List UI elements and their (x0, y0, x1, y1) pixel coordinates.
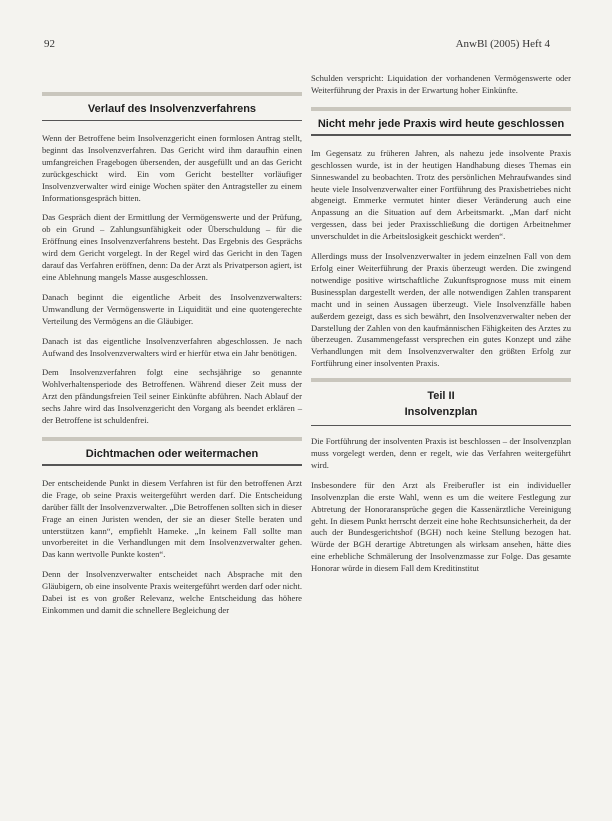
heading-rule (311, 425, 571, 427)
paragraph: Denn der Insolvenzverwalter entscheidet nach Absprache mit den Gläubigern, ob eine insolvente Praxis weitergeführt werden darf oder nicht. Dabei ist es von großer Relevanz, welche Entscheidung das höhere Einkommen und damit die schnellere Begleichung der (42, 569, 302, 615)
paragraph: Allerdings muss der Insolvenzverwalter in jedem einzelnen Fall von dem Erfolg einer Weiterführung der Praxis überzeugt werden. Die zwingend notwendige positive wirtschaftliche Zukunftsprognose muss mit einem Businessplan dargestellt werden, der alle notwendigen Zahlen transparent macht und in seinen Aussagen überzeugt. Viele Insolvenzfälle haben außerdem gezeigt, dass es sich bewährt, den Insolvenzverwalter neben der Darstellung der Zahlen von den kaufmännischen Fähigkeiten des Arztes zu überzeugen. Zusammengefasst versprechen ein gutes Konzept und zähe Verhandlungen mit dem Insolvenzverwalter den größten Erfolg zur Fortführung einer insolventen Praxis. (311, 251, 571, 369)
paragraph: Wenn der Betroffene beim Insolvenzgericht einen formlosen Antrag stellt, beginnt das Insolvenzverfahren. Das Gericht wird ihm daraufhin einen umfangreichen Fragebogen übersenden, der ausgefüllt und an das Gericht zurückgeschickt wird. Ein vom Gericht bestellter vorläufiger Insolvenzverwalter wird einige Wochen später den Antragsteller zu einem Informationsgespräch bitten. (42, 133, 302, 203)
paragraph: Insbesondere für den Arzt als Freiberufler ist ein individueller Insolvenzplan die erste Wahl, wenn es um die weitere Festlegung zur Abtretung der Honoraransprüche gegen die Kassenärztliche Vereinigung geht. In diesem Punkt herrscht derzeit eine hohe Rechtsunsicherheit, da der auch der Bundesgerichtshof (BGH) noch keine Stellung bezogen hat. Würde der BGH derartige Abtretungen als wirksam ansehen, hätte dies eine erhebliche Schmälerung der Insolvenzmasse zur Folge. Das gesamte Honorar würde in diesem Fall dem Kreditinstitut (311, 479, 571, 574)
paragraph: Im Gegensatz zu früheren Jahren, als nahezu jede insolvente Praxis geschlossen wurde, ist in der heutigen Handhabung dieses Themas ein Sinneswandel zu beobachten. Trotz des persönlichen Mehraufwandes sind heute viele Insolvenzverwalter einer Fortführung des Praxisbetriebes nicht abgeneigt. Emmerke vermutet hinter dieser Veränderung auch eine Anpassung an die Situation auf dem Arbeitsmarkt. „Man darf nicht vergessen, dass bei jeder Praxisschließung die dortigen Arbeitnehmer unverschuldet in die Arbeitslosigkeit geschickt werden“. (311, 147, 571, 242)
section-heading-text: Verlauf des Insolvenzverfahrens (87, 103, 257, 115)
paragraph: Dem Insolvenzverfahren folgt eine sechsjährige so genannte Wohlverhaltensperiode des Betroffenen. Während dieser Zeit muss der Arzt den pfändungsfreien Teil seiner Einkünfte abführen. Nach Ablauf der sechs Jahre wird das Insolvenzgericht den Vorgang als beendet erklären – der Betroffene ist schuldenfrei. (42, 367, 302, 426)
heading-rule (42, 120, 302, 122)
part-number: Teil II (427, 390, 455, 403)
heading-bar (311, 107, 571, 111)
paragraph: Schulden verspricht: Liquidation der vorhandenen Vermögenswerte oder Weiterführung der Praxis in der Erwartung hoher Einkünfte. (311, 73, 571, 95)
heading-rule (311, 134, 571, 136)
right-column (311, 73, 571, 583)
heading-bar (42, 437, 302, 441)
part-title: Insolvenzplan (404, 406, 478, 419)
journal-reference: AnwBl (2005) Heft 4 (455, 38, 550, 50)
left-column (42, 82, 302, 625)
paragraph: Danach ist das eigentliche Insolvenzverfahren abgeschlossen. Je nach Aufwand des Insolvenzverwalters wird er hierfür etwa ein Jahr benötigen. (42, 335, 302, 358)
heading-bar (311, 378, 571, 382)
section-heading-dichtmachen (42, 437, 302, 466)
page-number: 92 (44, 38, 55, 50)
section-heading-text: Nicht mehr jede Praxis wird heute geschlossen (317, 117, 565, 130)
part-heading-insolvenzplan (311, 378, 571, 426)
paragraph: Der entscheidende Punkt in diesem Verfahren ist für den betroffenen Arzt die Frage, ob seine Praxis weitergeführt werden darf. Die Entscheidung darüber fällt der Insolvenzverwalter. „Die Betroffenen sollten sich in dieser Frage an einen Juristen wenden, der sie an dieser Stelle beraten und unterstützen kann“, empfiehlt Hameke. „In keinem Fall sollte man unvorbereitet in die Verhandlungen mit dem Insolvenzverwalter gehen. Das kann wertvolle Punkte kosten“. (42, 477, 302, 560)
heading-bar (42, 92, 302, 96)
heading-rule (42, 464, 302, 466)
section-heading-text: Dichtmachen oder weitermachen (85, 447, 259, 460)
paragraph: Das Gespräch dient der Ermittlung der Vermögenswerte und der Prüfung, ob ein Grund – Zahlungsunfähigkeit oder Überschuldung – für die Eröffnung eines Insolvenzverfahrens besteht. Das Ergebnis des Gesprächs wird dem Gericht vorgelegt. In der Regel wird das Gericht in den Tagen darauf das Verfahren eröffnen, denn: Da der Arzt als Privatperson agiert, ist eine Ablehnung mangels Masse ausgeschlossen. (42, 212, 302, 282)
section-heading-verlauf (42, 92, 302, 121)
paragraph: Die Fortführung der insolventen Praxis ist beschlossen – der Insolvenzplan muss vorgelegt werden, denn er regelt, wie das Verfahren weitergeführt wird. (311, 436, 571, 470)
paragraph: Danach beginnt die eigentliche Arbeit des Insolvenzverwalters: Umwandlung der Vermögenswerte in Liquidität und eine quotengerechte Verteilung des Vermögens an die Gläubiger. (42, 291, 302, 326)
section-heading-praxis (311, 107, 571, 136)
